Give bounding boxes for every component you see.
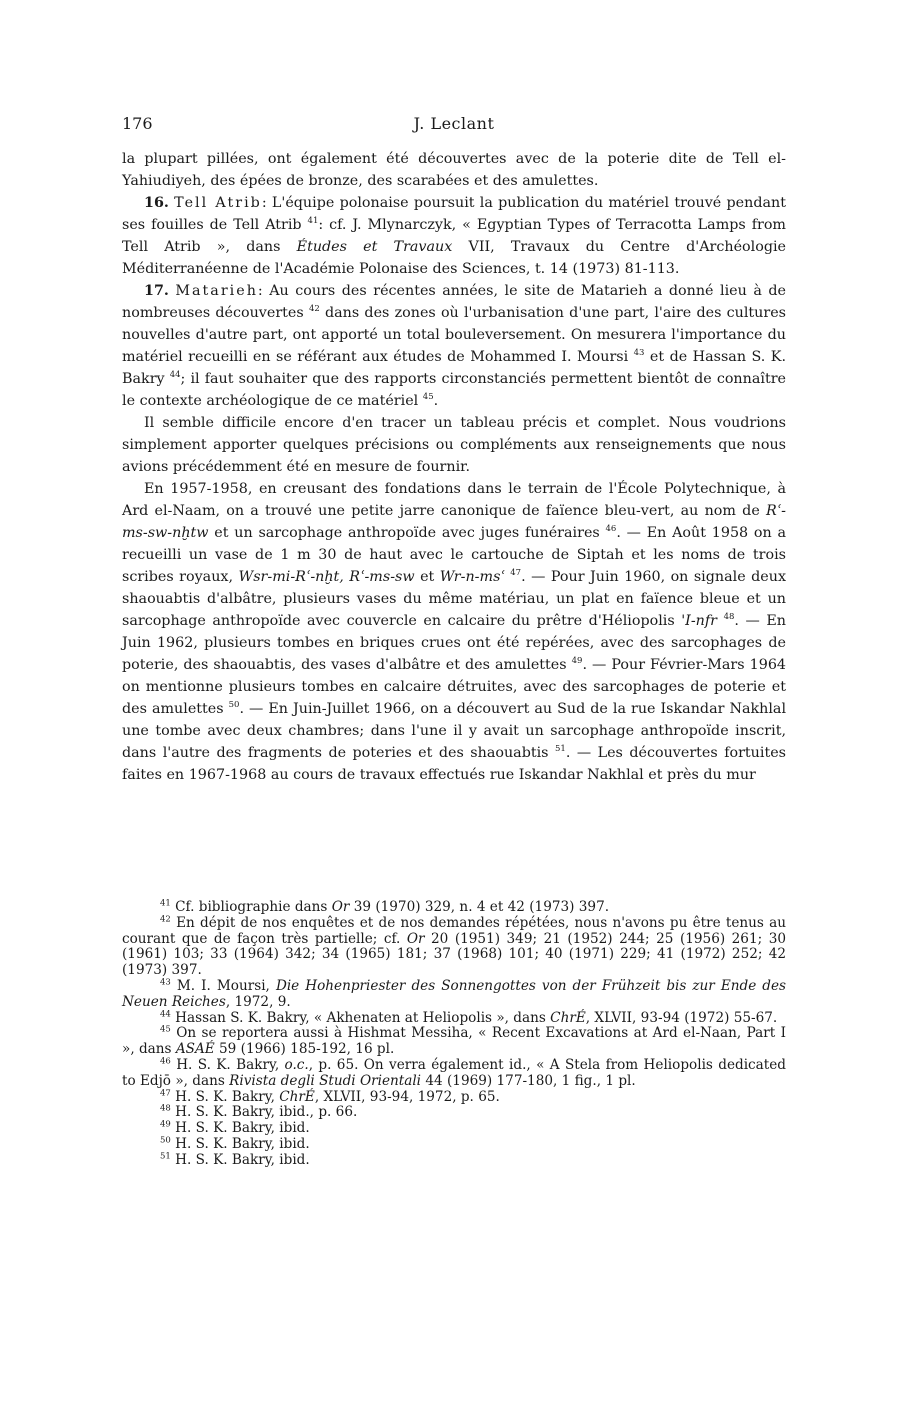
footnote-50: $^{50}$ H. S. K. Bakry, ibid. [160, 1135, 310, 1152]
footnote-45: $^{45}$ On se reportera aussi à Hishmat Messiha, « Recent Excavations at Ard el-Naan, Part I », dans ASAÉ 59 (1966) 185-192, 16 pl. [122, 1024, 787, 1058]
footnote-ref: 43 [633, 348, 645, 359]
section-number: 17. [144, 283, 169, 299]
running-header [122, 114, 786, 140]
footnote-46: $^{46}$ H. S. K. Bakry, o.c., p. 65. On verra également id., « A Stela from Heliopolis dedicated to Edjō », dans Rivista degli Studi Orientali 44 (1969) 177-180, 1 fig., 1 pl. [122, 1056, 786, 1089]
footnote-ref: 41 [307, 216, 319, 227]
paragraph-discoveries: En 1957-1958, en creusant des fondations dans le terrain de l'École Polytechnique, à Ard el-Naam, on a trouvé une petite jarre canonique de faïence bleu-vert, au nom de Rʿ-ms-sw-nḫtw et un sarcophage anthropoïde avec juges funéraires $^{46}$. — En Août 1958 on a recueilli un vase de 1 m 30 de haut avec le cartouche de Siptah et les noms de trois scribes royaux, Wsr-mi-Rʿ-nḫt, Rʿ-ms-sw et Wr-n-msʿ $^{47}$. — Pour Juin 1960, on signale deux shaouabtis d'albâtre, plusieurs vases du même matériau, un plat en faïence bleue et un sarcophage anthropoïde avec couvercle en calcaire du prêtre d'Héliopolis 'I-nfr $^{48}$. — En Juin 1962, plusieurs tombes en briques crues ont été repérées, avec des sarcophages de poterie, des shaouabtis, des vases d'albâtre et des amulettes $^{49}$. — Pour Février-Mars 1964 on mentionne plusieurs tombes en calcaire détruites, avec des sarcophages de poterie et des amulettes $^{50}$. — En Juin-Juillet 1966, on a découvert au Sud de la rue Iskandar Nakhlal une tombe avec deux chambres; dans l'une il y avait un sarcophage anthropoïde inscrit, dans l'autre des fragments de poteries et des shaouabtis $^{51}$. — Les découvertes fortuites faites en 1967-1968 au cours de travaux effectués rue Iskandar Nakhlal et près du mur [122, 481, 787, 783]
footnote-51: $^{51}$ H. S. K. Bakry, ibid. [160, 1151, 310, 1168]
footnote-44: $^{44}$ Hassan S. K. Bakry, « Akhenaten at Heliopolis », dans ChrÉ, XLVII, 93-94 (1972) 55-67. [160, 1009, 778, 1026]
footnote-47: $^{47}$ H. S. K. Bakry, ChrÉ, XLVII, 93-94, 1972, p. 65. [160, 1088, 500, 1105]
footnote-ref: 51 [554, 744, 566, 755]
footnote-42: $^{42}$ En dépit de nos enquêtes et de nos demandes répétées, nous n'avons pu être tenus au courant que de façon très partielle; cf. Or 20 (1951) 349; 21 (1952) 244; 25 (1956) 261; 30 (1961) 103; 33 (1964) 342; 34 (1965) 181; 37 (1968) 101; 40 (1971) 229; 41 (1972) 252; 42 (1973) 397. [122, 914, 787, 979]
paragraph-continuation: la plupart pillées, ont également été découvertes avec de la poterie dite de Tell el-Yahiudiyeh, des épées de bronze, des scarabées et des amulettes. [122, 151, 786, 189]
footnote-ref: 47 [510, 568, 522, 579]
paragraph-matarieh: 17. Matarieh: Au cours des récentes années, le site de Matarieh a donné lieu à de nombreuses découvertes $^{42}$ dans des zones où l'urbanisation d'une part, l'aire des cultures nouvelles d'autre part, ont apporté un total bouleversement. On mesurera l'importance du matériel recueilli en se référant aux études de Mohammed I. Moursi $^{43}$ et de Hassan S. K. Bakry $^{44}$; il faut souhaiter que des rapports circonstanciés permettent bientôt de connaître le contexte archéologique de ce matériel $^{45}$. [122, 283, 787, 409]
footnote-ref: 48 [723, 612, 735, 623]
paragraph-intro: Il semble difficile encore d'en tracer un tableau précis et complet. Nous voudrions simplement apporter quelques précisions ou compléments aux renseignements que nous avions précédemment été en mesure de fournir. [122, 415, 786, 475]
footnote-49: $^{49}$ H. S. K. Bakry, ibid. [160, 1119, 310, 1137]
paragraph-tell-atrib: 16. Tell Atrib: L'équipe polonaise poursuit la publication du matériel trouvé pendant ses fouilles de Tell Atrib $^{41}$: cf. J. Mlynarczyk, « Egyptian Types of Terracotta Lamps from Tell Atrib », dans Études et Travaux VII, Travaux du Centre d'Archéologie Méditerranéenne de l'Académie Polonaise des Sciences, t. 14 (1973) 81-113. [122, 195, 787, 277]
section-number: 16. [144, 195, 169, 211]
footnotes [122, 900, 786, 1169]
footnote-ref: 44 [169, 370, 181, 381]
footnote-ref: 45 [422, 392, 434, 403]
page-number: 176 [122, 114, 153, 133]
footnote-ref: 50 [228, 700, 240, 711]
footnote-48: $^{48}$ H. S. K. Bakry, ibid., p. 66. [160, 1103, 358, 1121]
footnote-ref: 46 [605, 524, 617, 535]
section-title: Tell Atrib [174, 195, 262, 211]
section-title: Matarieh [175, 283, 258, 299]
footnote-43: $^{43}$ M. I. Moursi, Die Hohenpriester des Sonnengottes von der Frühzeit bis zur Ende des Neuen Reiches, 1972, 9. [122, 977, 787, 1010]
running-title-author: J. Leclant [413, 114, 495, 133]
footnote-ref: 49 [571, 656, 583, 667]
footnote-41: $^{41}$ Cf. bibliographie dans Or 39 (1970) 329, n. 4 et 42 (1973) 397. [160, 898, 610, 915]
footnote-ref: 42 [308, 304, 320, 315]
main-text [122, 148, 786, 786]
